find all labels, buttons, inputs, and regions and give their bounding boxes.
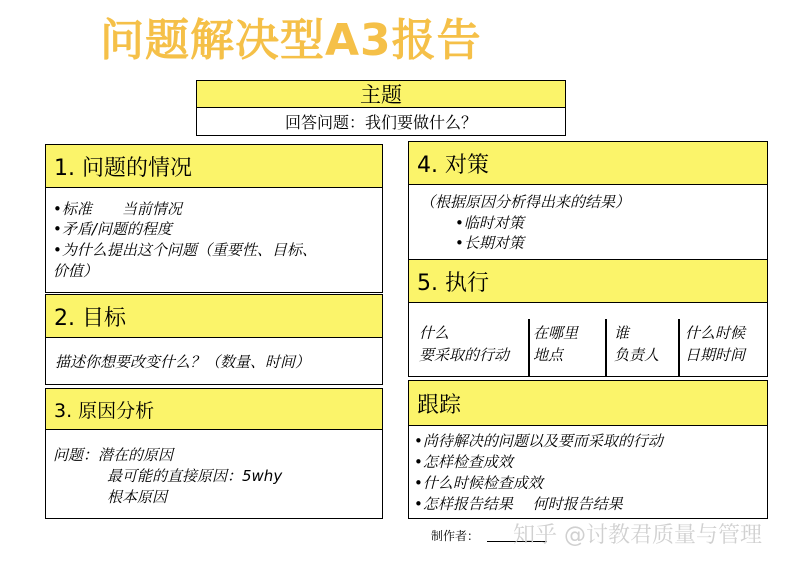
goal-heading-text: 2. 目标 (54, 305, 126, 331)
execution-header-what: 什么 (419, 324, 450, 342)
cause-heading-text: 3. 原因分析 (54, 399, 155, 422)
execution-cell-datetime: 日期时间 (685, 346, 746, 364)
cause-line-3: 根本原因 (107, 488, 168, 506)
situation-line-4: 价值） (53, 262, 99, 280)
execution-heading-text: 5. 执行 (417, 270, 489, 296)
situation-line-1: •标准 当前情况 (53, 200, 182, 218)
goal-text: 描述你想要改变什么？（数量、时间） (55, 353, 311, 371)
cause-line-1: 问题：潜在的原因 (53, 446, 174, 464)
goal-heading (45, 294, 383, 338)
tracking-line-3: •什么时候检查成效 (414, 474, 543, 492)
countermeasure-heading-text: 4. 对策 (417, 152, 489, 178)
theme-question: 回答问题：我们要做什么？ (284, 113, 477, 132)
execution-divider-2 (605, 319, 607, 377)
execution-divider-3 (678, 319, 680, 377)
countermeasure-line-3: •长期对策 (455, 234, 524, 252)
cause-line-2: 最可能的直接原因：5why (107, 467, 283, 485)
tracking-heading-text: 跟踪 (417, 392, 462, 418)
theme-heading (196, 80, 566, 108)
execution-header-who: 谁 (614, 324, 630, 342)
situation-line-2: •矛盾/问题的程度 (53, 220, 172, 238)
execution-divider-1 (528, 319, 530, 377)
execution-cell-owner: 负责人 (614, 346, 660, 364)
maker-label: 制作者： (431, 529, 480, 543)
theme-heading-text: 主题 (360, 83, 402, 107)
tracking-heading (408, 380, 768, 426)
execution-heading (408, 259, 768, 303)
tracking-line-1: •尚待解决的问题以及要而采取的行动 (414, 432, 663, 450)
execution-cell-place: 地点 (533, 346, 564, 364)
execution-header-where: 在哪里 (533, 324, 579, 342)
page-title: 问题解决型A3报告 (100, 15, 482, 66)
countermeasure-heading (408, 141, 768, 185)
execution-header-when: 什么时候 (685, 324, 746, 342)
tracking-line-2: •怎样检查成效 (414, 453, 513, 471)
tracking-line-4: •怎样报告结果 何时报告结果 (414, 495, 623, 513)
countermeasure-line-1: （根据原因分析得出来的结果） (420, 193, 631, 211)
situation-line-3: •为什么提出这个问题（重要性、目标、 (53, 241, 317, 259)
situation-heading-text: 1. 问题的情况 (54, 155, 192, 181)
situation-heading (45, 144, 383, 188)
execution-cell-action: 要采取的行动 (419, 346, 510, 364)
cause-heading (45, 388, 383, 430)
countermeasure-line-2: •临时对策 (455, 214, 524, 232)
watermark: 知乎 @讨教君质量与管理 (513, 523, 762, 548)
theme-question-box (196, 107, 566, 136)
